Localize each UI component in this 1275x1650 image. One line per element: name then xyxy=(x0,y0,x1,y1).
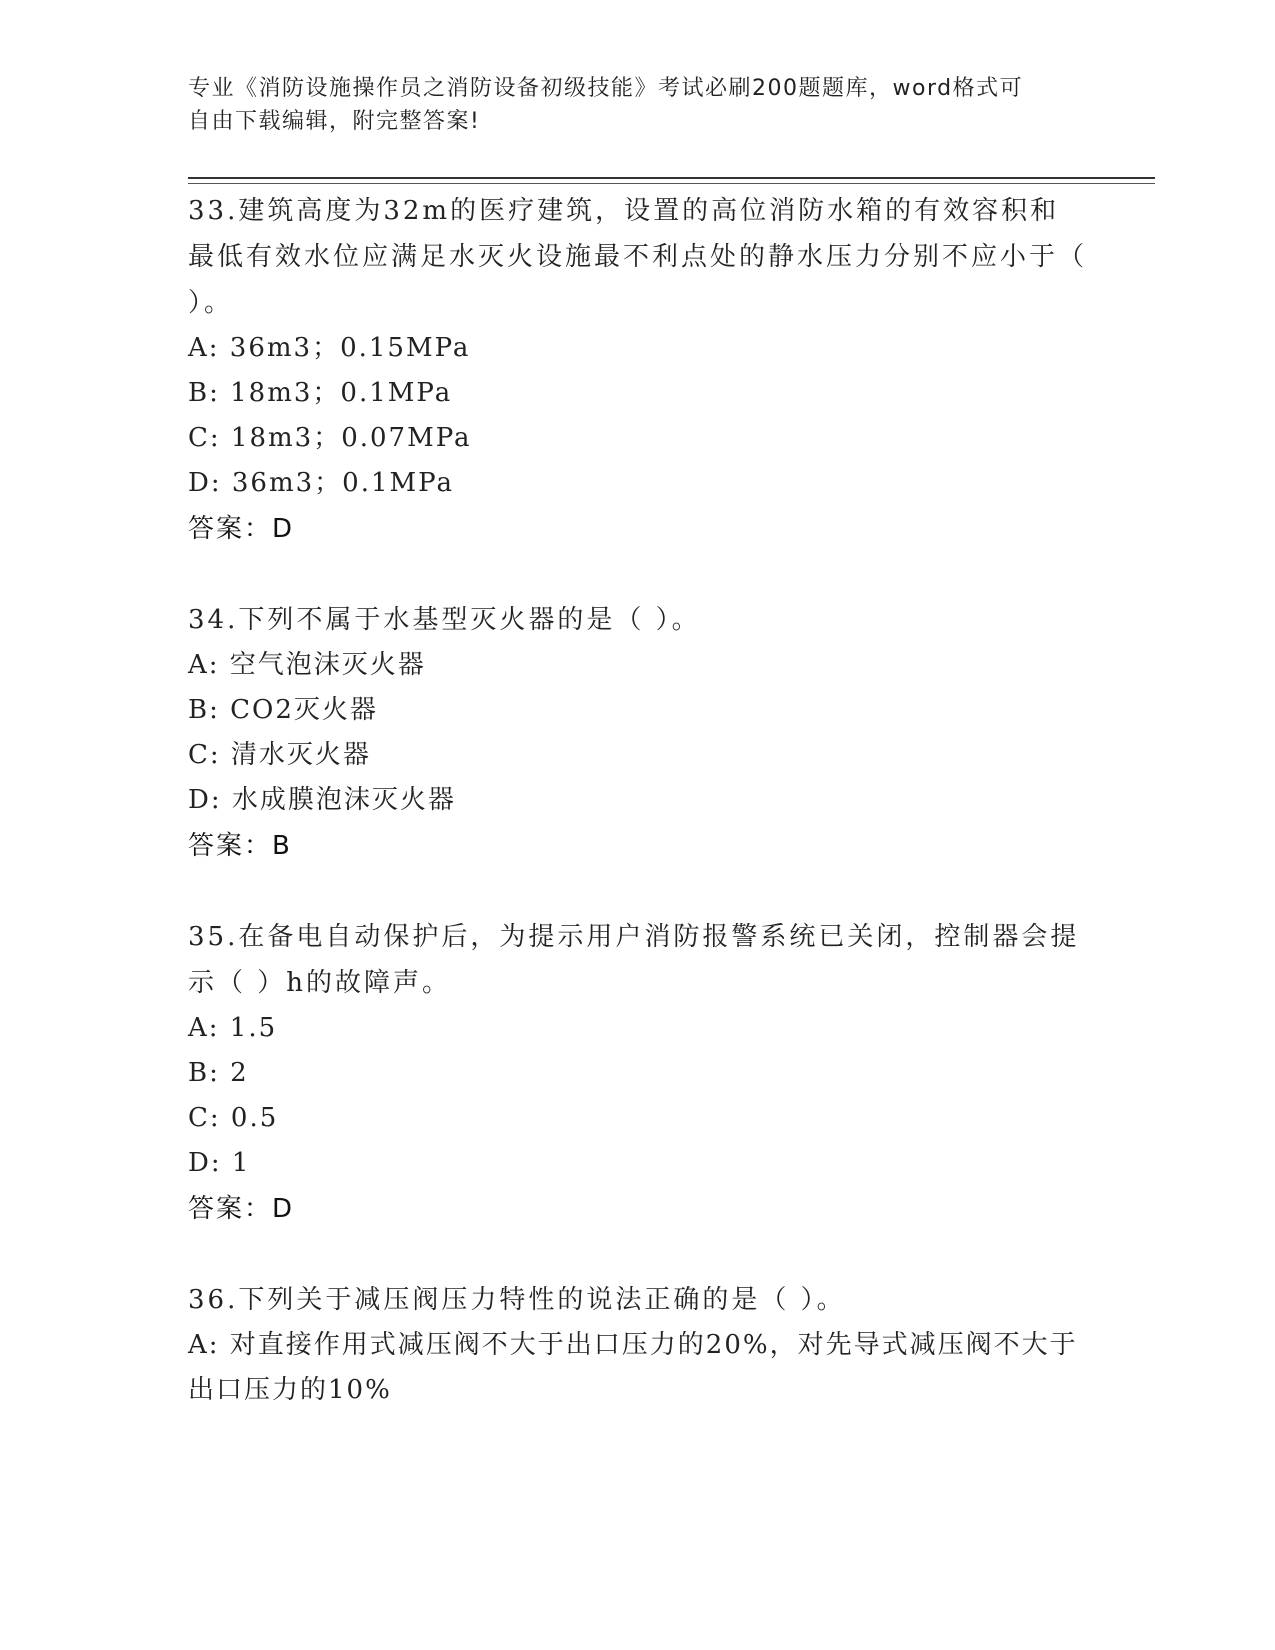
question-stem: 33.建筑高度为32m的医疗建筑，设置的高位消防水箱的有效容积和最低有效水位应满足水灭火设施最不利点处的静水压力分别不应小于（ ）。 xyxy=(188,196,1088,318)
option-d: D: 水成膜泡沫灭火器 xyxy=(188,785,456,815)
option-b: B: CO2灭火器 xyxy=(188,695,378,725)
header-divider-thin xyxy=(188,183,1155,184)
question-stem: 36.下列关于减压阀压力特性的说法正确的是（ ）。 xyxy=(188,1285,846,1315)
header-title-line-2: 自由下载编辑，附完整答案! xyxy=(188,109,481,134)
option-a: A: 1.5 xyxy=(188,1013,278,1043)
question-list xyxy=(188,188,1088,1458)
option-a: A: 空气泡沫灭火器 xyxy=(188,650,426,680)
option-d: D: 36m3；0.1MPa xyxy=(188,468,454,498)
answer-label: 答案：D xyxy=(188,514,295,544)
header-divider-thick xyxy=(188,177,1155,179)
option-b: B: 2 xyxy=(188,1058,249,1088)
option-a: A: 对直接作用式减压阀不大于出口压力的20%，对先导式减压阀不大于出口压力的10% xyxy=(188,1330,1078,1405)
option-a: A: 36m3；0.15MPa xyxy=(188,333,471,363)
question-35 xyxy=(188,914,1088,1232)
answer-label: 答案：D xyxy=(188,1194,295,1224)
question-34 xyxy=(188,597,1088,869)
document-header xyxy=(188,72,1088,138)
question-stem: 35.在备电自动保护后，为提示用户消防报警系统已关闭，控制器会提示（ ）h的故障声。 xyxy=(188,922,1080,998)
question-36 xyxy=(188,1277,1088,1413)
header-title-line-1: 专业《消防设施操作员之消防设备初级技能》考试必刷200题题库，word格式可 xyxy=(188,76,1024,101)
option-d: D: 1 xyxy=(188,1148,251,1178)
option-c: C: 18m3；0.07MPa xyxy=(188,423,472,453)
option-c: C: 0.5 xyxy=(188,1103,279,1133)
option-b: B: 18m3；0.1MPa xyxy=(188,378,453,408)
question-33 xyxy=(188,188,1088,552)
answer-label: 答案：B xyxy=(188,831,292,861)
question-stem: 34.下列不属于水基型灭火器的是（ ）。 xyxy=(188,605,701,635)
option-c: C: 清水灭火器 xyxy=(188,740,371,770)
